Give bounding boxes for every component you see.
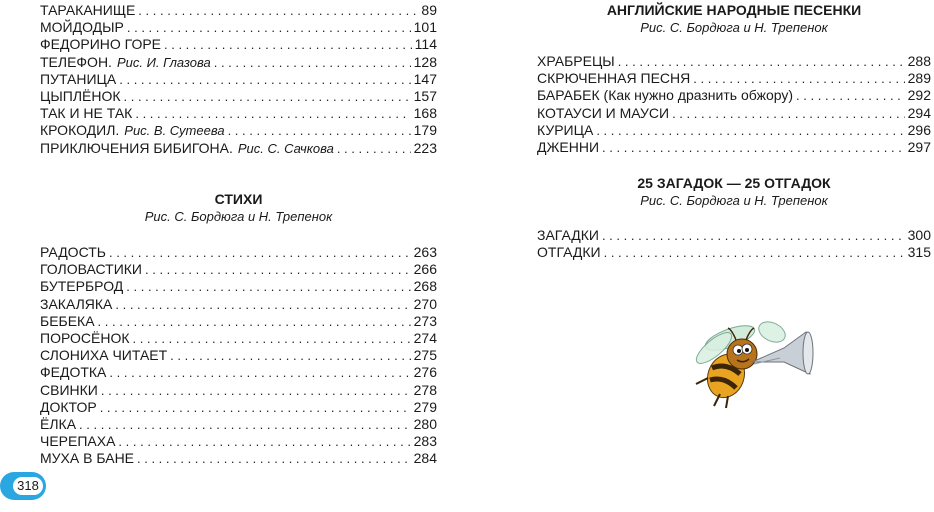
section-subtitle: Рис. С. Бордюга и Н. Трепенок: [144, 209, 333, 224]
entry-title: ПРИКЛЮЧЕНИЯ БИБИГОНА.: [40, 139, 233, 156]
entry-title: ОТГАДКИ: [537, 244, 601, 261]
entry-title: ПОРОСЁНОК: [40, 329, 130, 346]
entry-title: БАРАБЕК (Как нужно дразнить обжору): [537, 87, 794, 104]
toc-entry[interactable]: [537, 105, 931, 122]
entry-title: РАДОСТЬ: [40, 244, 106, 260]
entry-page: 275: [413, 347, 437, 364]
toc-entry[interactable]: [40, 54, 437, 71]
toc-list-poems: [40, 244, 437, 467]
entry-title: СВИНКИ: [40, 381, 98, 398]
toc-entry[interactable]: [40, 278, 437, 295]
entry-page: 273: [413, 312, 437, 329]
toc-list-songs: [537, 53, 931, 156]
entry-title: ДЖЕННИ: [537, 138, 600, 155]
entry-page: 278: [413, 381, 437, 398]
entry-page: 168: [413, 105, 437, 122]
toc-entry[interactable]: [40, 19, 437, 36]
toc-entry[interactable]: [40, 105, 437, 122]
entry-title: МОЙДОДЫР: [40, 19, 124, 36]
toc-entry[interactable]: [40, 450, 437, 467]
toc-entry[interactable]: [537, 122, 931, 139]
toc-entry[interactable]: [40, 244, 437, 261]
entry-page: 280: [413, 415, 437, 432]
toc-list-riddles: [537, 227, 931, 261]
toc-entry[interactable]: [40, 416, 437, 433]
toc-entry[interactable]: [537, 70, 931, 87]
entry-title: ЧЕРЕПАХА: [40, 433, 116, 450]
entry-page: 157: [413, 87, 437, 104]
toc-entry[interactable]: [537, 139, 931, 156]
toc-entry[interactable]: [537, 87, 931, 104]
entry-title: ЗАКАЛЯКА: [40, 295, 113, 312]
entry-page: 147: [413, 70, 437, 87]
toc-entry[interactable]: [40, 71, 437, 88]
toc-list-top: [40, 2, 437, 157]
toc-entry[interactable]: [40, 296, 437, 313]
entry-title: ГОЛОВАСТИКИ: [40, 261, 142, 278]
entry-title: ПУТАНИЦА: [40, 70, 117, 87]
toc-entry[interactable]: [40, 313, 437, 330]
section-title: 25 ЗАГАДОК — 25 ОТГАДОК: [637, 175, 831, 191]
entry-page: 315: [907, 244, 931, 261]
entry-page: 294: [907, 104, 931, 121]
section-title: АНГЛИЙСКИЕ НАРОДНЫЕ ПЕСЕНКИ: [606, 2, 862, 18]
entry-title: ТАРАКАНИЩЕ: [40, 2, 136, 18]
entry-page: 274: [413, 329, 437, 346]
entry-page: 292: [907, 87, 931, 104]
entry-page: 296: [907, 121, 931, 138]
entry-page: 268: [413, 278, 437, 295]
entry-title: ДОКТОР: [40, 398, 97, 415]
entry-title: КОТАУСИ И МАУСИ: [537, 104, 670, 121]
entry-page: 223: [413, 139, 437, 156]
entry-page: 279: [413, 398, 437, 415]
entry-page: 297: [907, 138, 931, 155]
bee-with-trumpet-icon: [684, 318, 814, 410]
entry-page: 101: [413, 19, 437, 36]
section-heading: [537, 175, 931, 209]
entry-title: ТАК И НЕ ТАК: [40, 105, 133, 122]
toc-entry[interactable]: [40, 36, 437, 53]
entry-title: СЛОНИХА ЧИТАЕТ: [40, 347, 168, 364]
entry-illustrator: Рис. В. Сутеева: [124, 123, 225, 139]
entry-page: 179: [413, 122, 437, 139]
section-subtitle: Рис. С. Бордюга и Н. Трепенок: [640, 193, 828, 208]
entry-page: 266: [413, 261, 437, 278]
entry-title: ФЕДОТКА: [40, 364, 107, 381]
entry-title: СКРЮЧЕННАЯ ПЕСНЯ: [537, 70, 691, 87]
entry-title: МУХА В БАНЕ: [40, 450, 135, 467]
toc-entry[interactable]: [537, 227, 931, 244]
entry-page: 270: [413, 295, 437, 312]
entry-title: КРОКОДИЛ.: [40, 122, 120, 139]
section-heading: [40, 191, 437, 225]
entry-illustrator: Рис. С. Сачкова: [237, 140, 334, 156]
entry-page: 288: [907, 53, 931, 69]
toc-entry[interactable]: [537, 244, 931, 261]
toc-entry[interactable]: [40, 399, 437, 416]
entry-page: 284: [413, 450, 437, 467]
section-title: СТИХИ: [214, 191, 263, 207]
toc-entry[interactable]: [40, 2, 437, 19]
entry-page: 89: [421, 2, 437, 18]
entry-title: ФЕДОРИНО ГОРЕ: [40, 36, 162, 53]
entry-page: 128: [413, 53, 437, 70]
toc-entry[interactable]: [40, 261, 437, 278]
entry-title: ХРАБРЕЦЫ: [537, 53, 615, 69]
entry-page: 263: [413, 244, 437, 260]
toc-entry[interactable]: [537, 53, 931, 70]
entry-page: 283: [413, 433, 437, 450]
toc-entry[interactable]: [40, 330, 437, 347]
page-number: 318: [13, 477, 43, 495]
entry-illustrator: Рис. И. Глазова: [116, 54, 211, 70]
toc-entry[interactable]: [40, 88, 437, 105]
entry-page: 300: [907, 227, 931, 243]
toc-entry[interactable]: [40, 382, 437, 399]
toc-entry[interactable]: [40, 433, 437, 450]
entry-title: КУРИЦА: [537, 121, 594, 138]
entry-page: 276: [413, 364, 437, 381]
page-number-badge: [0, 472, 46, 500]
entry-title: БУТЕРБРОД: [40, 278, 124, 295]
entry-title: ЁЛКА: [40, 415, 77, 432]
entry-title: ЦЫПЛЁНОК: [40, 87, 121, 104]
entry-title: ТЕЛЕФОН.: [40, 53, 112, 70]
toc-entry[interactable]: [40, 122, 437, 139]
entry-title: БЕБЕКА: [40, 312, 95, 329]
entry-page: 289: [907, 70, 931, 87]
section-heading: [537, 2, 931, 36]
toc-entry[interactable]: [40, 347, 437, 364]
section-subtitle: Рис. С. Бордюга и Н. Трепенок: [640, 20, 828, 35]
entry-page: 114: [414, 36, 437, 53]
entry-title: ЗАГАДКИ: [537, 227, 599, 243]
toc-entry[interactable]: [40, 364, 437, 381]
toc-entry[interactable]: [40, 140, 437, 157]
